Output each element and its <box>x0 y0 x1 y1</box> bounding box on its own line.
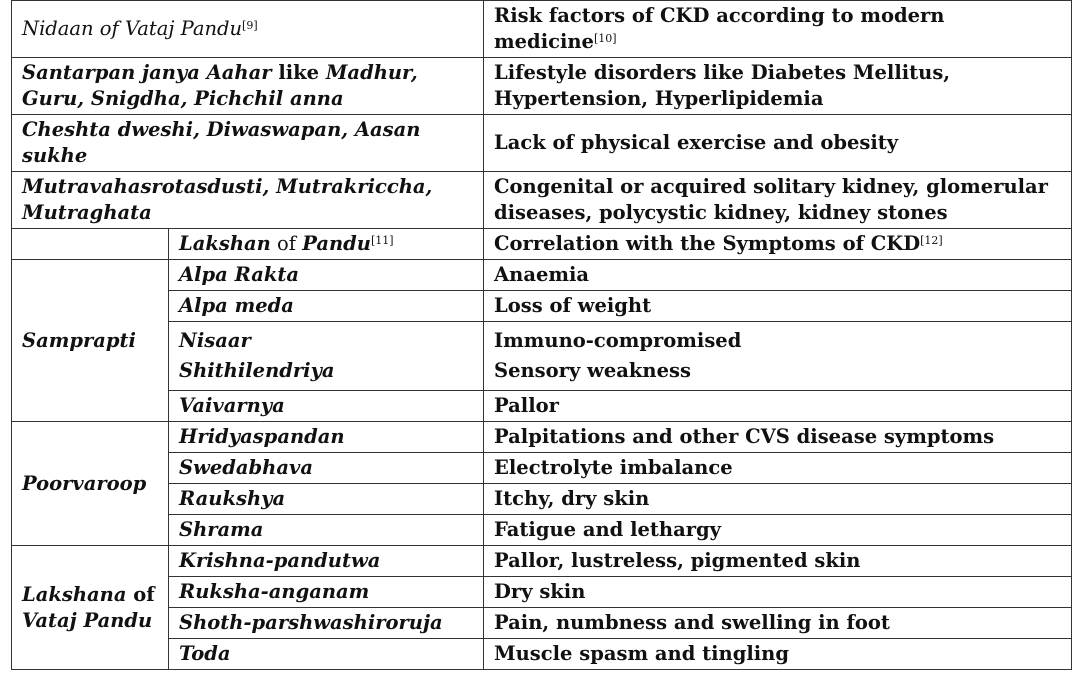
table-row <box>12 115 1072 172</box>
table-row <box>12 322 1072 391</box>
nidaan-text: like <box>271 61 326 84</box>
header-nidaan <box>12 1 484 58</box>
term-text: Shithilendriya <box>179 359 335 382</box>
symptom-cell: Loss of weight <box>484 291 1072 322</box>
term-cell: Krishna-pandutwa <box>169 546 484 577</box>
table-row <box>12 639 1072 670</box>
symptom-cell: Palpitations and other CVS disease symptoms <box>484 422 1072 453</box>
group-label-samprapti: Samprapti <box>12 260 169 422</box>
group-label-lakshana <box>12 546 169 670</box>
symptom-text: Sensory weakness <box>494 359 691 382</box>
table-row <box>12 608 1072 639</box>
group-label-text: Lakshana <box>22 582 127 606</box>
table-row <box>12 515 1072 546</box>
header-risk-factors <box>484 1 1072 58</box>
term-cell: Ruksha-anganam <box>169 577 484 608</box>
symptom-cell: Anaemia <box>484 260 1072 291</box>
group-label-text: Vataj Pandu <box>22 608 153 632</box>
subheader-lakshan-label: Lakshan <box>179 232 271 255</box>
subheader-lakshan-ref: [11] <box>370 234 394 247</box>
term-cell: Swedabhava <box>169 453 484 484</box>
group-label-text: of <box>126 582 155 606</box>
symptom-cell: Electrolyte imbalance <box>484 453 1072 484</box>
symptom-cell: Pallor <box>484 391 1072 422</box>
term-cell: Toda <box>169 639 484 670</box>
table-row <box>12 546 1072 577</box>
symptom-cell: Pallor, lustreless, pigmented skin <box>484 546 1072 577</box>
header-nidaan-ref: [9] <box>242 19 258 32</box>
term-cell: Hridyaspandan <box>169 422 484 453</box>
table-row <box>12 453 1072 484</box>
subheader-lakshan-of: of <box>270 232 303 255</box>
nidaan-text: Madhur, Guru, Snigdha, Pichchil anna <box>22 61 418 110</box>
table-row <box>12 229 1072 260</box>
risk-factor-cell: Lifestyle disorders like Diabetes Mellitus, Hypertension, Hyperlipidemia <box>484 58 1072 115</box>
header-risk-label: Risk factors of CKD according to modern medicine <box>494 4 945 53</box>
nidaan-cell: Cheshta dweshi, Diwaswapan, Aasan sukhe <box>12 115 484 172</box>
nidaan-cell: Mutravahasrotasdusti, Mutrakriccha, Mutraghata <box>12 172 484 229</box>
term-cell: Alpa meda <box>169 291 484 322</box>
subheader-correlation-ref: [12] <box>920 234 943 247</box>
symptom-cell <box>484 322 1072 391</box>
subheader-lakshan <box>169 229 484 260</box>
table-row <box>12 577 1072 608</box>
symptom-cell: Muscle spasm and tingling <box>484 639 1072 670</box>
term-cell: Vaivarnya <box>169 391 484 422</box>
nidaan-cell <box>12 58 484 115</box>
table-row <box>12 484 1072 515</box>
table-row <box>12 422 1072 453</box>
table-row <box>12 391 1072 422</box>
table-row <box>12 58 1072 115</box>
symptom-cell: Dry skin <box>484 577 1072 608</box>
table-row <box>12 1 1072 58</box>
header-nidaan-label: Nidaan of Vataj Pandu <box>22 17 243 40</box>
empty-cell <box>12 229 169 260</box>
symptom-cell: Fatigue and lethargy <box>484 515 1072 546</box>
subheader-correlation-label: Correlation with the Symptoms of CKD <box>494 232 921 255</box>
subheader-correlation <box>484 229 1072 260</box>
table-row <box>12 291 1072 322</box>
correlation-table <box>11 0 1072 670</box>
term-text: Nisaar <box>179 329 251 352</box>
header-risk-ref: [10] <box>593 32 617 45</box>
nidaan-text: Santarpan janya Aahar <box>22 61 272 84</box>
term-cell: Shoth-parshwashiroruja <box>169 608 484 639</box>
subheader-lakshan-pandu: Pandu <box>302 232 371 255</box>
symptom-cell: Pain, numbness and swelling in foot <box>484 608 1072 639</box>
risk-factor-cell: Congenital or acquired solitary kidney, glomerular diseases, polycystic kidney, kidney stones <box>484 172 1072 229</box>
term-cell: Shrama <box>169 515 484 546</box>
term-cell <box>169 322 484 391</box>
symptom-cell: Itchy, dry skin <box>484 484 1072 515</box>
group-label-poorvaroop: Poorvaroop <box>12 422 169 546</box>
term-cell: Alpa Rakta <box>169 260 484 291</box>
term-cell: Raukshya <box>169 484 484 515</box>
symptom-text: Immuno-compromised <box>494 329 742 352</box>
risk-factor-cell: Lack of physical exercise and obesity <box>484 115 1072 172</box>
table-row <box>12 172 1072 229</box>
table-row <box>12 260 1072 291</box>
